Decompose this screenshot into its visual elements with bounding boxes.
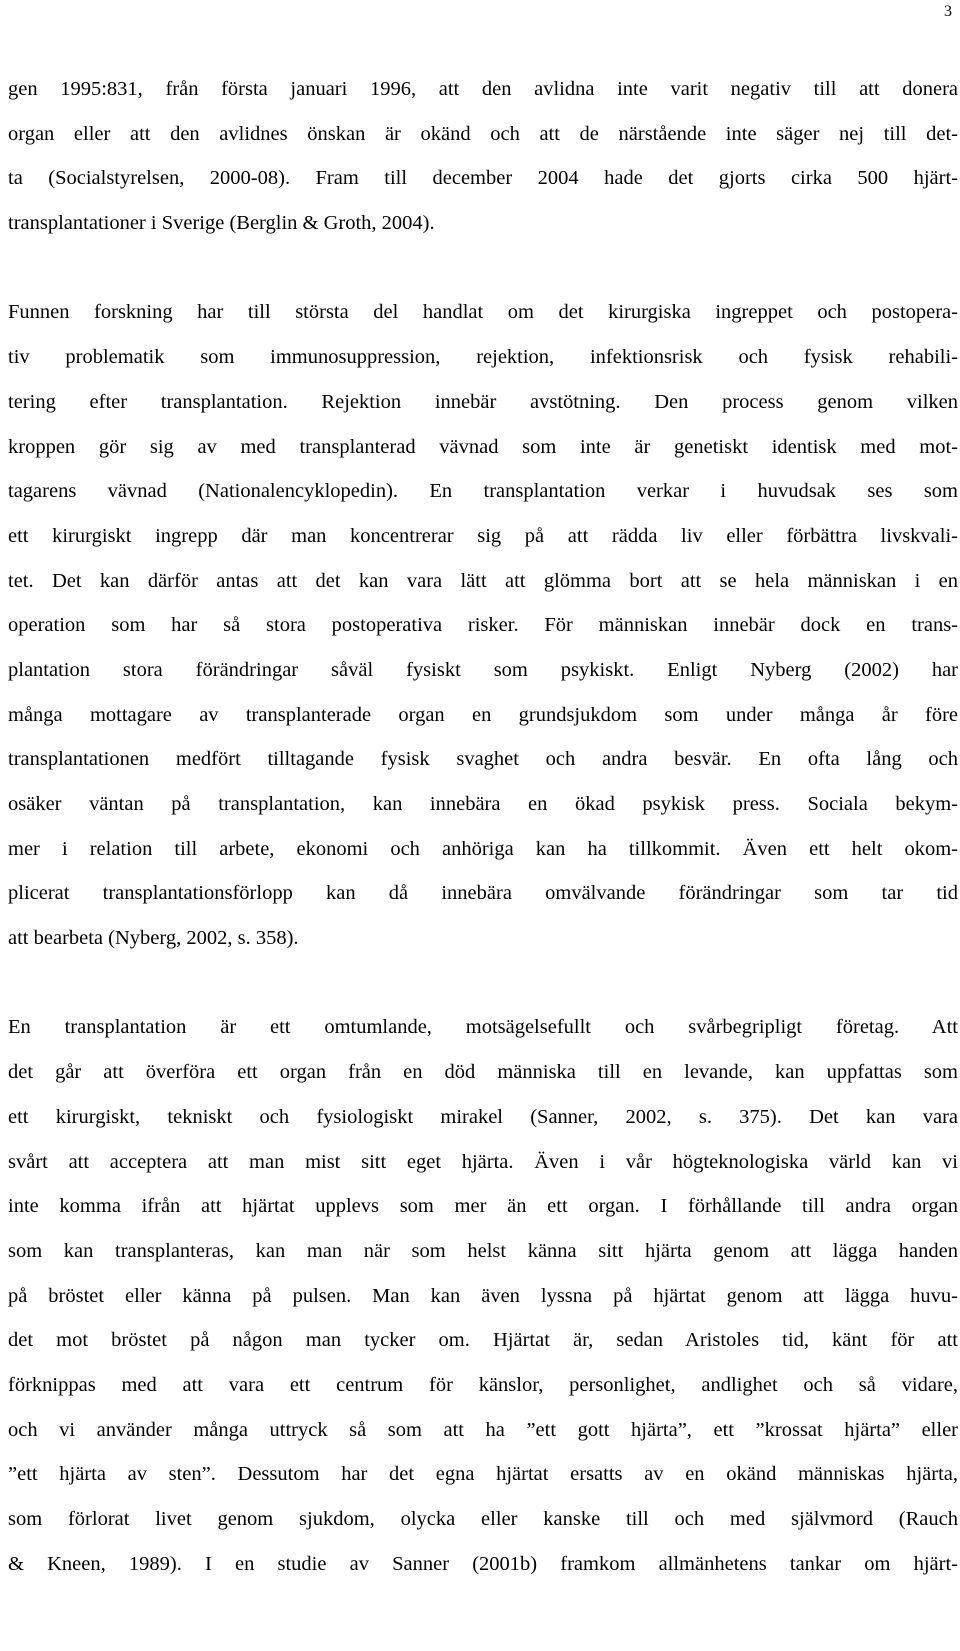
text-line: organ eller att den avlidnes önskan är okänd och att de närstående inte säger nej till det-: [8, 122, 958, 145]
text-line: tiv problematik som immunosuppression, rejektion, infektionsrisk och fysisk rehabili-: [8, 346, 958, 369]
text-line: tagarens vävnad (Nationalencyklopedin). En transplantation verkar i huvudsak ses som: [8, 480, 958, 503]
text-line: & Kneen, 1989). I en studie av Sanner (2001b) framkom allmänhetens tankar om hjärt-: [8, 1552, 958, 1575]
text-line: operation som har så stora postoperativa risker. För människan innebär dock en trans-: [8, 614, 958, 637]
text-line: transplantationer i Sverige (Berglin & Groth, 2004).: [8, 212, 435, 235]
document-body: [8, 67, 958, 1586]
text-line: plicerat transplantationsförlopp kan då innebära omvälvande förändringar som tar tid: [8, 882, 958, 905]
text-line: transplantationen medfört tilltagande fysisk svaghet och andra besvär. En ofta lång och: [8, 748, 958, 771]
text-line: Funnen forskning har till största del handlat om det kirurgiska ingreppet och postopera-: [8, 301, 958, 324]
text-line: tering efter transplantation. Rejektion innebär avstötning. Den process genom vilken: [8, 390, 958, 413]
text-line: osäker väntan på transplantation, kan innebära en ökad psykisk press. Sociala bekym-: [8, 793, 958, 815]
text-line: tet. Det kan därför antas att det kan vara lätt att glömma bort att se hela människan i en: [8, 569, 958, 592]
text-line: på bröstet eller känna på pulsen. Man kan även lyssna på hjärtat genom att lägga huvu-: [8, 1284, 958, 1307]
text-line: att bearbeta (Nyberg, 2002, s. 358).: [8, 927, 299, 950]
text-line: det mot bröstet på någon man tycker om. Hjärtat är, sedan Aristoles tid, känt för att: [8, 1329, 958, 1352]
text-line: En transplantation är ett omtumlande, motsägelsefullt och svårbegripligt företag. Att: [8, 1016, 958, 1039]
text-line: ”ett hjärta av sten”. Dessutom har det egna hjärtat ersatts av en okänd människas hjärta,: [8, 1463, 958, 1486]
paragraph-organ-donation: [8, 67, 958, 246]
text-line: många mottagare av transplanterade organ en grundsjukdom som under många år före: [8, 703, 958, 726]
text-line: som förlorat livet genom sjukdom, olycka eller kanske till och med självmord (Rauch: [8, 1508, 958, 1530]
text-line: som kan transplanteras, kan man när som helst känna sitt hjärta genom att lägga handen: [8, 1239, 958, 1262]
text-line: och vi använder många uttryck så som att ha ”ett gott hjärta”, ett ”krossat hjärta” eller: [8, 1418, 958, 1441]
paragraph-heart-symbolism: [8, 1005, 958, 1586]
text-line: kroppen gör sig av med transplanterad vävnad som inte är genetiskt identisk med mot-: [8, 435, 958, 458]
paragraph-research: [8, 290, 958, 960]
text-line: ta (Socialstyrelsen, 2000-08). Fram till december 2004 hade det gjorts cirka 500 hjärt-: [8, 167, 958, 190]
text-line: ett kirurgiskt ingrepp där man koncentrerar sig på att rädda liv eller förbättra livskvali-: [8, 524, 958, 547]
text-line: gen 1995:831, från första januari 1996, att den avlidna inte varit negativ till att donera: [8, 78, 958, 100]
text-line: svårt att acceptera att man mist sitt eget hjärta. Även i vår högteknologiska värld kan vi: [8, 1150, 958, 1173]
text-line: ett kirurgiskt, tekniskt och fysiologiskt mirakel (Sanner, 2002, s. 375). Det kan vara: [8, 1105, 958, 1128]
text-line: inte komma ifrån att hjärtat upplevs som mer än ett organ. I förhållande till andra organ: [8, 1195, 958, 1218]
text-line: plantation stora förändringar såväl fysiskt som psykiskt. Enligt Nyberg (2002) har: [8, 658, 958, 681]
text-line: mer i relation till arbete, ekonomi och anhöriga kan ha tillkommit. Även ett helt okom-: [8, 837, 958, 860]
text-line: det går att överföra ett organ från en död människa till en levande, kan uppfattas som: [8, 1061, 958, 1084]
text-line: förknippas med att vara ett centrum för känslor, personlighet, andlighet och så vidare,: [8, 1373, 958, 1396]
page-number: 3: [944, 3, 952, 20]
